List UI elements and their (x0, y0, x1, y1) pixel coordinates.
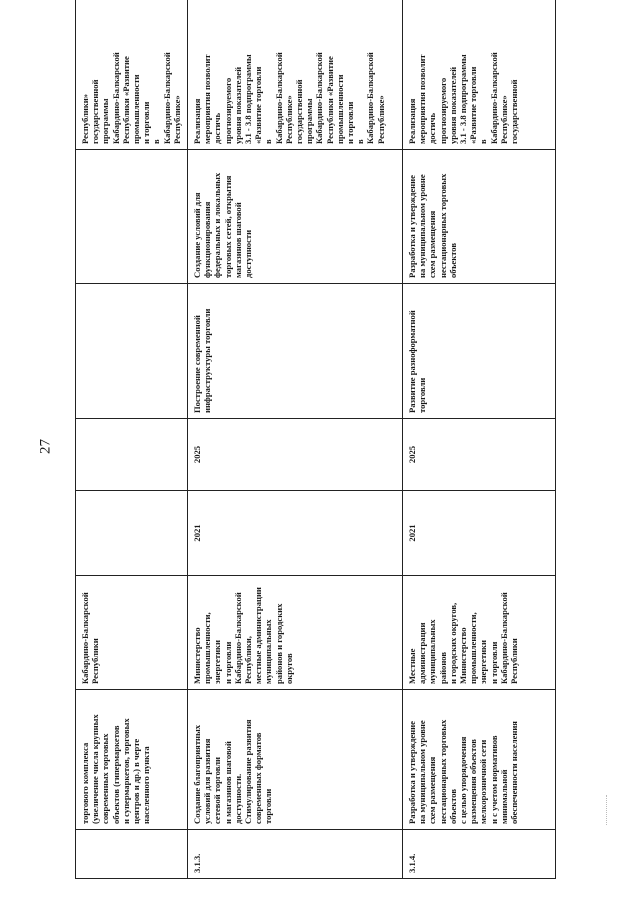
table-row (403, 0, 556, 879)
cell-program-link: Республики» государственной программы Кабардино-Балкарской Республики «Развитие промышленности и торговли в Кабардино-Балкарской Республике» (76, 0, 188, 150)
cell-number: 3.1.4. (403, 830, 556, 879)
cell-measure: Разработка и утверждение на муниципальном уровне схем размещения нестационарных торговых объектов с целью упорядочения размещения объектов мелкорозничной сети и с учетом нормативов минимальной обеспеченности населения (403, 690, 556, 830)
cell-number (76, 830, 188, 879)
table-row (188, 0, 403, 879)
cell-result (76, 150, 188, 284)
cell-end-year: 2025 (188, 419, 403, 491)
cell-result: Разработка и утверждение на муниципальном уровне схем размещения нестационарных торговых объектов (403, 150, 556, 284)
cell-executor: Кабардино-Балкарской Республики (76, 576, 188, 690)
cell-end-year: 2025 (403, 419, 556, 491)
cell-number: 3.1.3. (188, 830, 403, 879)
cell-executor: Министерство промышленности, энергетики и торговли Кабардино-Балкарской Республики, местные администрации муниципальных районов и городских округов (188, 576, 403, 690)
cell-measure: торгового комплекса (увеличение числа крупных современных торговых объектов (гипермаркетов и супермаркетов, торговых центров и др.) в черте населенного пункта (76, 690, 188, 830)
measures-table (75, 0, 556, 879)
cell-measure: Создание благоприятных условий для развития сетевой торговли и магазинов шаговой доступности. Стимулирование развития современных форматов торговли (188, 690, 403, 830)
cell-end-year (76, 419, 188, 491)
rotated-table-wrapper (75, 52, 555, 879)
page-number: 27 (37, 439, 54, 454)
cell-start-year (76, 491, 188, 576)
scan-artifact (606, 795, 610, 825)
cell-start-year: 2021 (188, 491, 403, 576)
cell-program-link: Реализация мероприятия позволит достичь прогнозируемого уровня показателей 3.1 - 3.8 подпрограммы «Развитие торговли в Кабардино-Балкарской Республике» государственной (403, 0, 556, 150)
cell-result: Создание условий для функционирования федеральных и локальных торговых сетей, открытия магазинов шаговой доступности (188, 150, 403, 284)
cell-direction: Развитие разноформатной торговли (403, 284, 556, 419)
cell-executor: Местные администрации муниципальных районов и городских округов, Министерство промышленности, энергетики и торговли Кабардино-Балкарской Республики (403, 576, 556, 690)
cell-program-link: Реализация мероприятия позволит достичь прогнозируемого уровня показателей 3.1 - 3.8 подпрограммы «Развитие торговли в Кабардино-Балкарской Республике» государственной программы Кабардино-Балкарской Республики «Развитие промышленности и торговли в Кабардино-Балкарской Республике» (188, 0, 403, 150)
table-row (76, 0, 188, 879)
cell-direction (76, 284, 188, 419)
cell-direction: Построение современной инфраструктуры торговли (188, 284, 403, 419)
cell-start-year: 2021 (403, 491, 556, 576)
